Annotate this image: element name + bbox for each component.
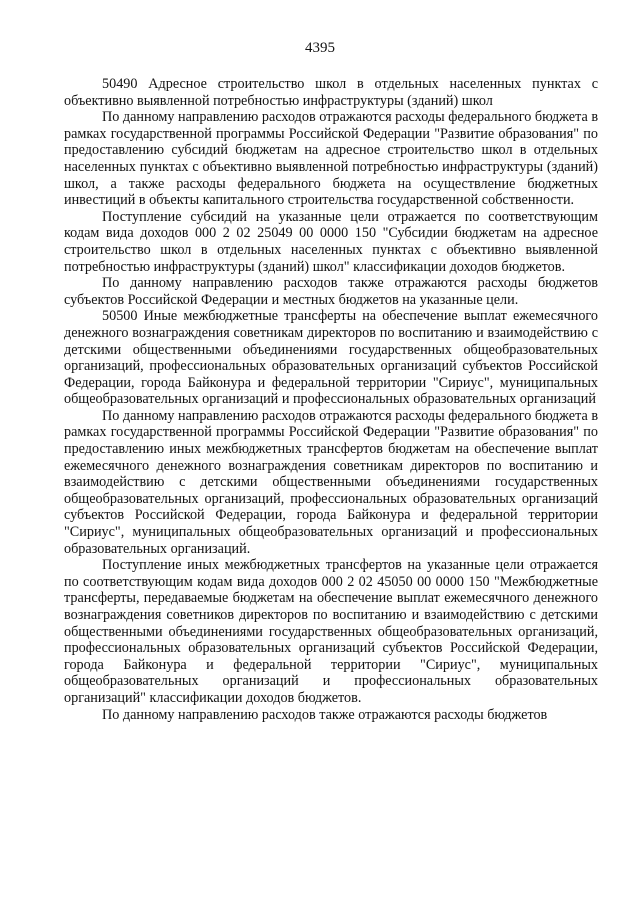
page-number: 4395: [305, 40, 335, 56]
paragraph-transfers-receipt: Поступление иных межбюджетных трансфертов на указанные цели отражается по соответствующим кодам вида доходов 000 2 02 45050 00 0000 150 "Межбюджетные трансферты, передаваемые бюджетам на обеспечение выплат ежемесячного денежного вознаграждения советников директоров по воспитанию и взаимодействию с детскими общественными объединениями государственных общеобразовательных организаций, профессиональных образовательных организаций субъектов Российской Федерации, города Байконура и федеральной территории "Сириус", муниципальных общеобразовательных организаций и профессиональных образовательных организаций" классификации доходов бюджетов.: [64, 557, 598, 706]
paragraph-federal-expenses: По данному направлению расходов отражаются расходы федерального бюджета в рамках государственной программы Российской Федерации "Развитие образования" по предоставлению субсидий бюджетам на адресное строительство школ в отдельных населенных пунктах с объективно выявленной потребностью инфраструктуры (зданий) школ, а также расходы федерального бюджета на осуществление бюджетных инвестиций в объекты капитального строительства государственной собственности.: [64, 109, 599, 209]
paragraph-subsidies-receipt: Поступление субсидий на указанные цели отражается по соответствующим кодам вида доходов 000 2 02 25049 00 0000 150 "Субсидии бюджетам на адресное строительство школ в отдельных населенных пунктах с объективно выявленной потребностью инфраструктуры (зданий) школ" классификации доходов бюджетов.: [64, 208, 598, 275]
document-body: [64, 76, 598, 723]
paragraph-heading-50490: 50490 Адресное строительство школ в отдельных населенных пунктах с объективно выявленной потребностью инфраструктуры (зданий) школ: [64, 76, 598, 109]
paragraph-continued: По данному направлению расходов также отражаются расходы бюджетов: [102, 706, 548, 723]
paragraph-heading-50500: 50500 Иные межбюджетные трансферты на обеспечение выплат ежемесячного денежного вознаграждения советникам директоров по воспитанию и взаимодействию с детскими общественными объединениями государственных общеобразовательных организаций, профессиональных образовательных организаций субъектов Российской Федерации, города Байконура и федеральной территории "Сириус", муниципальных общеобразовательных организаций и профессиональных образовательных организаций: [64, 308, 598, 408]
paragraph-regional-expenses: По данному направлению расходов также отражаются расходы бюджетов субъектов Российской Федерации и местных бюджетов на указанные цели.: [64, 275, 598, 308]
paragraph-federal-transfers: По данному направлению расходов отражаются расходы федерального бюджета в рамках государственной программы Российской Федерации "Развитие образования" по предоставлению иных межбюджетных трансфертов бюджетам на обеспечение выплат ежемесячного денежного вознаграждения советникам директоров по воспитанию и взаимодействию с детскими общественными объединениями государственных общеобразовательных организаций, профессиональных образовательных организаций субъектов Российской Федерации, города Байконура и федеральной территории "Сириус", муниципальных общеобразовательных организаций и профессиональных образовательных организаций.: [64, 407, 599, 557]
